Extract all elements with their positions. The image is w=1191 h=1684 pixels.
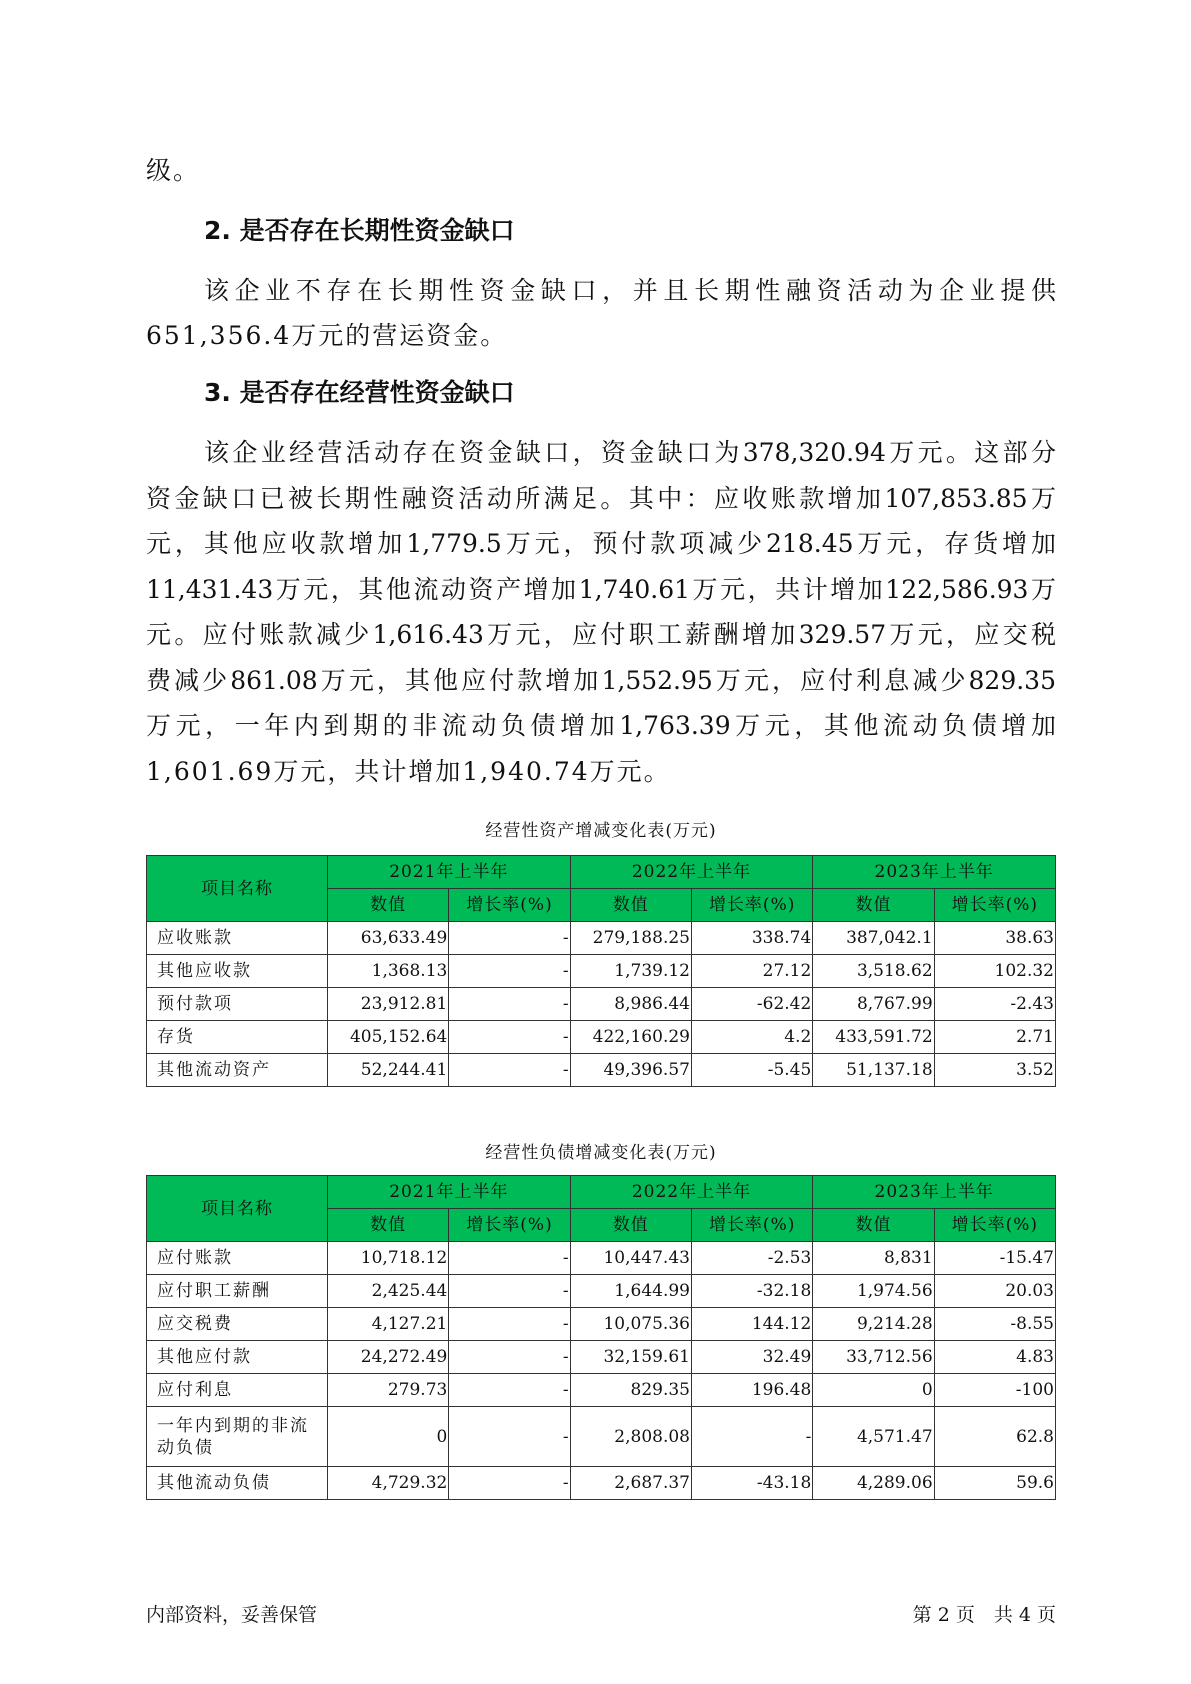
cell-value: 8,831 [813, 1242, 934, 1275]
operating-liabilities-table [146, 1175, 1056, 1500]
table-caption: 经营性负债增减变化表(万元) [485, 1143, 717, 1163]
table-row [147, 1467, 1056, 1500]
cell-value: -2.53 [691, 1242, 812, 1275]
header-value: 数值 [813, 889, 934, 922]
row-label: 应付账款 [147, 1242, 328, 1275]
header-item-name: 项目名称 [147, 1176, 328, 1242]
row-label: 其他流动资产 [147, 1054, 328, 1087]
cell-value: 10,447.43 [570, 1242, 691, 1275]
cell-value: 279,188.25 [570, 922, 691, 955]
cell-value: - [449, 955, 570, 988]
table-row [147, 1308, 1056, 1341]
cell-value: 387,042.1 [813, 922, 934, 955]
cell-value: 0 [328, 1407, 449, 1467]
table-row [147, 1275, 1056, 1308]
cell-value: -15.47 [934, 1242, 1055, 1275]
cell-value: 3.52 [934, 1054, 1055, 1087]
cell-value: -43.18 [691, 1467, 812, 1500]
cell-value: 38.63 [934, 922, 1055, 955]
cell-value: 0 [813, 1374, 934, 1407]
cell-value: 9,214.28 [813, 1308, 934, 1341]
paragraph-line: 651,356.4万元的营运资金。 [146, 321, 508, 350]
cell-value: - [449, 1054, 570, 1087]
cell-value: - [449, 1341, 570, 1374]
cell-value: 20.03 [934, 1275, 1055, 1308]
cell-value: 10,718.12 [328, 1242, 449, 1275]
table-row [147, 955, 1056, 988]
row-label: 其他应付款 [147, 1341, 328, 1374]
cell-value: -2.43 [934, 988, 1055, 1021]
cell-value: 33,712.56 [813, 1341, 934, 1374]
cell-value: 1,368.13 [328, 955, 449, 988]
cell-value: -5.45 [691, 1054, 812, 1087]
paragraph-line: 元。应付账款减少1,616.43万元，应付职工薪酬增加329.57万元，应交税 [146, 620, 1056, 649]
row-label: 其他应收款 [147, 955, 328, 988]
cell-value: 59.6 [934, 1467, 1055, 1500]
row-label: 一年内到期的非流动负债 [147, 1407, 328, 1467]
row-label: 应付利息 [147, 1374, 328, 1407]
header-growth-rate: 增长率(%) [691, 1209, 812, 1242]
footer-page-number: 第 2 页 共 4 页 [912, 1604, 1056, 1626]
cell-value: -32.18 [691, 1275, 812, 1308]
paragraph-line: 该企业不存在长期性资金缺口，并且长期性融资活动为企业提供 [204, 276, 1056, 305]
cell-value: 1,644.99 [570, 1275, 691, 1308]
row-label: 存货 [147, 1021, 328, 1054]
cell-value: 2,687.37 [570, 1467, 691, 1500]
cell-value: 62.8 [934, 1407, 1055, 1467]
table-row [147, 1407, 1056, 1467]
cell-value: 2,808.08 [570, 1407, 691, 1467]
paragraph-line: 11,431.43万元，其他流动资产增加1,740.61万元，共计增加122,586.93万 [146, 574, 1056, 604]
cell-value: 279.73 [328, 1374, 449, 1407]
header-growth-rate: 增长率(%) [934, 889, 1055, 922]
cell-value: 338.74 [691, 922, 812, 955]
cell-value: 51,137.18 [813, 1054, 934, 1087]
cell-value: 829.35 [570, 1374, 691, 1407]
operating-assets-table [146, 855, 1056, 1087]
paragraph-line: 1,601.69万元，共计增加1,940.74万元。 [146, 756, 671, 786]
cell-value: 433,591.72 [813, 1021, 934, 1054]
row-label: 应付职工薪酬 [147, 1275, 328, 1308]
table-row [147, 1341, 1056, 1374]
table-row [147, 988, 1056, 1021]
paragraph-line: 元，其他应收款增加1,779.5万元，预付款项减少218.45万元，存货增加 [146, 529, 1056, 558]
cell-value: 2,425.44 [328, 1275, 449, 1308]
table-row [147, 922, 1056, 955]
cell-value: 27.12 [691, 955, 812, 988]
row-label: 其他流动负债 [147, 1467, 328, 1500]
cell-value: 144.12 [691, 1308, 812, 1341]
header-period: 2022年上半年 [570, 1176, 813, 1209]
paragraph-continuation: 级。 [146, 156, 201, 185]
header-value: 数值 [813, 1209, 934, 1242]
cell-value: 10,075.36 [570, 1308, 691, 1341]
cell-value: 1,974.56 [813, 1275, 934, 1308]
cell-value: 32.49 [691, 1341, 812, 1374]
cell-value: 32,159.61 [570, 1341, 691, 1374]
cell-value: 8,767.99 [813, 988, 934, 1021]
cell-value: 422,160.29 [570, 1021, 691, 1054]
header-value: 数值 [570, 1209, 691, 1242]
cell-value: 405,152.64 [328, 1021, 449, 1054]
cell-value: 4,729.32 [328, 1467, 449, 1500]
cell-value: - [449, 1275, 570, 1308]
table-caption: 经营性资产增减变化表(万元) [485, 821, 717, 841]
section-heading-3: 3. 是否存在经营性资金缺口 [204, 378, 515, 407]
section-heading-2: 2. 是否存在长期性资金缺口 [204, 216, 515, 245]
cell-value: 24,272.49 [328, 1341, 449, 1374]
row-label: 预付款项 [147, 988, 328, 1021]
paragraph-line: 该企业经营活动存在资金缺口，资金缺口为378,320.94万元。这部分 [204, 438, 1056, 467]
cell-value: -100 [934, 1374, 1055, 1407]
cell-value: 52,244.41 [328, 1054, 449, 1087]
cell-value: 196.48 [691, 1374, 812, 1407]
cell-value: 8,986.44 [570, 988, 691, 1021]
header-growth-rate: 增长率(%) [934, 1209, 1055, 1242]
cell-value: 3,518.62 [813, 955, 934, 988]
cell-value: - [449, 1242, 570, 1275]
cell-value: 4,127.21 [328, 1308, 449, 1341]
header-value: 数值 [328, 1209, 449, 1242]
table-row [147, 1054, 1056, 1087]
header-growth-rate: 增长率(%) [449, 1209, 570, 1242]
table-row [147, 1242, 1056, 1275]
cell-value: 102.32 [934, 955, 1055, 988]
header-period: 2023年上半年 [813, 856, 1056, 889]
cell-value: - [449, 1021, 570, 1054]
cell-value: - [449, 922, 570, 955]
header-value: 数值 [328, 889, 449, 922]
row-label: 应收账款 [147, 922, 328, 955]
cell-value: - [691, 1407, 812, 1467]
header-growth-rate: 增长率(%) [691, 889, 812, 922]
header-item-name: 项目名称 [147, 856, 328, 922]
header-period: 2023年上半年 [813, 1176, 1056, 1209]
cell-value: 4.83 [934, 1341, 1055, 1374]
header-growth-rate: 增长率(%) [449, 889, 570, 922]
cell-value: 2.71 [934, 1021, 1055, 1054]
table-row [147, 1374, 1056, 1407]
cell-value: -8.55 [934, 1308, 1055, 1341]
cell-value: 63,633.49 [328, 922, 449, 955]
cell-value: 23,912.81 [328, 988, 449, 1021]
cell-value: - [449, 1374, 570, 1407]
paragraph-line: 费减少861.08万元，其他应付款增加1,552.95万元，应付利息减少829.35 [146, 665, 1056, 695]
header-period: 2022年上半年 [570, 856, 813, 889]
cell-value: 49,396.57 [570, 1054, 691, 1087]
cell-value: - [449, 1407, 570, 1467]
header-period: 2021年上半年 [328, 1176, 571, 1209]
cell-value: 4.2 [691, 1021, 812, 1054]
cell-value: -62.42 [691, 988, 812, 1021]
header-value: 数值 [570, 889, 691, 922]
cell-value: - [449, 1308, 570, 1341]
cell-value: - [449, 988, 570, 1021]
cell-value: 4,571.47 [813, 1407, 934, 1467]
header-period: 2021年上半年 [328, 856, 571, 889]
paragraph-line: 万元，一年内到期的非流动负债增加1,763.39万元，其他流动负债增加 [146, 711, 1056, 740]
cell-value: - [449, 1467, 570, 1500]
cell-value: 1,739.12 [570, 955, 691, 988]
row-label: 应交税费 [147, 1308, 328, 1341]
footer-confidential: 内部资料，妥善保管 [146, 1604, 318, 1626]
cell-value: 4,289.06 [813, 1467, 934, 1500]
paragraph-line: 资金缺口已被长期性融资活动所满足。其中：应收账款增加107,853.85万 [146, 483, 1056, 513]
table-row [147, 1021, 1056, 1054]
